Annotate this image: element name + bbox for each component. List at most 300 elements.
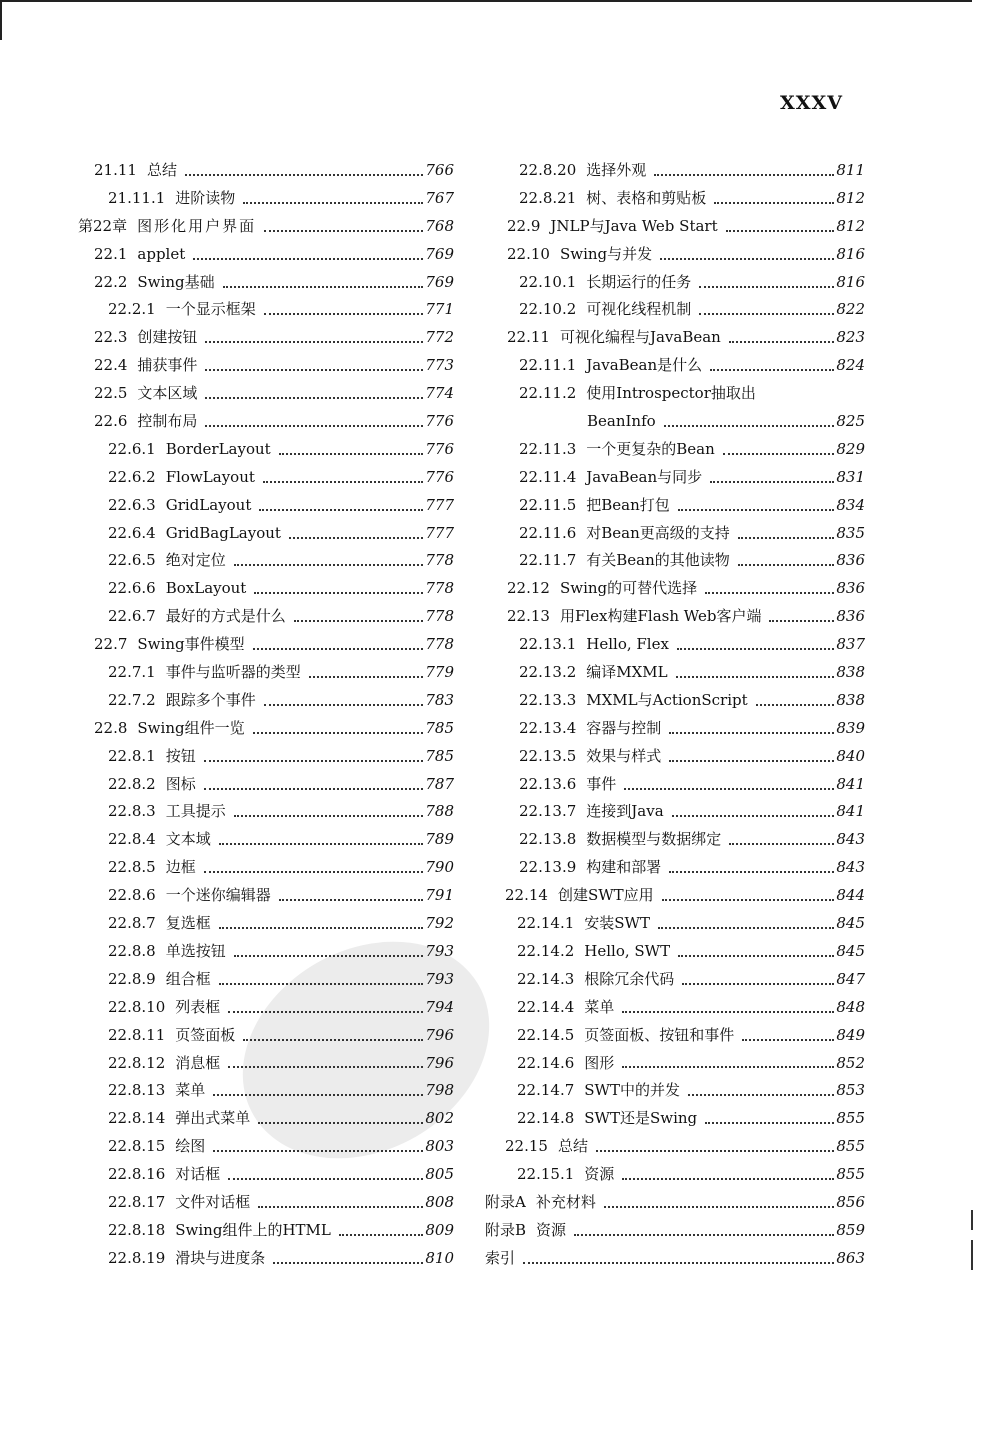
toc-entry-title: 事件与监听器的类型 — [165, 663, 301, 682]
toc-dot-leader — [228, 1178, 423, 1180]
toc-entry-title: 页签面板 — [175, 1025, 236, 1044]
toc-dot-leader — [596, 1150, 834, 1152]
toc-entry — [485, 882, 865, 910]
toc-entry-number: 22.8.4 — [108, 830, 156, 849]
toc-entry-number: 22.2.1 — [108, 300, 156, 319]
toc-entry-title: 资源 — [536, 1220, 567, 1239]
toc-entry-page: 785 — [425, 718, 454, 737]
toc-dot-leader — [339, 1234, 424, 1236]
toc-entry-title: 绝对定位 — [165, 551, 226, 570]
toc-entry-page: 776 — [425, 439, 454, 458]
toc-entry-page: 778 — [425, 607, 454, 626]
toc-dot-leader — [699, 286, 834, 288]
toc-entry-page: 845 — [836, 914, 865, 933]
toc-dot-leader — [723, 453, 835, 455]
toc-dot-leader — [243, 202, 423, 204]
toc-entry-page: 824 — [836, 356, 865, 375]
toc-entry-title: 可视化线程机制 — [586, 300, 692, 319]
toc-entry-title: 捕获事件 — [137, 356, 198, 375]
toc-entry-page: 773 — [425, 356, 454, 375]
toc-entry-number: 22.8.9 — [108, 969, 156, 988]
toc-entry-number: 22.8.5 — [108, 858, 156, 877]
toc-entry-number: 22.8.7 — [108, 914, 156, 933]
toc-entry — [485, 966, 865, 994]
toc-entry-number: 22.14.8 — [517, 1109, 575, 1128]
toc-entry — [78, 464, 454, 492]
toc-entry-number: 22.8.3 — [108, 802, 156, 821]
left-rule — [0, 0, 2, 40]
toc-entry — [78, 296, 454, 324]
toc-entry-title: 一个更复杂的Bean — [586, 439, 715, 458]
toc-entry-page: 849 — [836, 1025, 865, 1044]
margin-mark — [971, 1240, 973, 1270]
toc-entry-number: 22.8.16 — [108, 1165, 166, 1184]
toc-dot-leader — [710, 481, 834, 483]
toc-entry-page: 835 — [836, 523, 865, 542]
toc-dot-leader — [682, 983, 834, 985]
toc-entry-page: 822 — [836, 300, 865, 319]
toc-dot-leader — [205, 397, 423, 399]
toc-entry-page: 843 — [836, 830, 865, 849]
toc-dot-leader — [677, 648, 834, 650]
toc-entry-title: 编译MXML — [586, 663, 668, 682]
toc-entry-page: 838 — [836, 663, 865, 682]
toc-dot-leader — [228, 1066, 423, 1068]
toc-entry — [485, 994, 865, 1022]
toc-entry — [78, 436, 454, 464]
toc-entry — [78, 408, 454, 436]
toc-entry-title: Swing组件一览 — [137, 718, 245, 737]
toc-dot-leader — [185, 174, 423, 176]
toc-entry — [485, 798, 865, 826]
toc-entry-page: 796 — [425, 1053, 454, 1072]
toc-entry-page: 848 — [836, 997, 865, 1016]
toc-entry-page: 768 — [425, 216, 454, 235]
toc-entry-number: 22.10 — [507, 244, 550, 263]
toc-entry-page: 789 — [425, 830, 454, 849]
toc-entry-title: 连接到Java — [586, 802, 664, 821]
toc-entry-page: 776 — [425, 467, 454, 486]
toc-entry-number: 22.11.6 — [519, 523, 577, 542]
toc-entry-page: 809 — [425, 1220, 454, 1239]
toc-entry-title: BorderLayout — [165, 439, 271, 458]
toc-dot-leader — [729, 843, 834, 845]
toc-entry — [485, 631, 865, 659]
toc-entry-title: 图形化用户界面 — [137, 216, 257, 235]
toc-entry-page: 847 — [836, 969, 865, 988]
toc-entry-number: 22.6.1 — [108, 439, 156, 458]
toc-entry-number: 22.13.7 — [519, 802, 577, 821]
toc-entry-number: 22.8.2 — [108, 774, 156, 793]
toc-entry-number: 22.7.2 — [108, 690, 156, 709]
toc-entry — [78, 910, 454, 938]
toc-entry-page: 779 — [425, 663, 454, 682]
toc-dot-leader — [243, 1039, 423, 1041]
toc-entry-title: 弹出式菜单 — [175, 1109, 251, 1128]
toc-entry-number: 22.6.5 — [108, 551, 156, 570]
toc-entry-number: 22.13 — [507, 607, 550, 626]
toc-entry-title: 一个显示框架 — [165, 300, 256, 319]
toc-entry-page: 838 — [836, 690, 865, 709]
toc-entry-page: 811 — [836, 161, 865, 179]
toc-entry-number: 第22章 — [78, 216, 128, 235]
toc-entry-page: 791 — [425, 886, 454, 905]
toc-entry — [485, 1077, 865, 1105]
toc-entry-title: Swing的可替代选择 — [559, 579, 698, 598]
toc-entry-number: 22.8.20 — [519, 161, 577, 179]
toc-entry-page: 777 — [425, 495, 454, 514]
margin-mark — [971, 1210, 973, 1230]
toc-entry-title: 按钮 — [165, 746, 196, 765]
toc-entry — [485, 1105, 865, 1133]
toc-entry-number: 22.14.1 — [517, 914, 575, 933]
toc-entry-page: 788 — [425, 802, 454, 821]
toc-entry-title: SWT还是Swing — [584, 1109, 698, 1128]
toc-entry-title: 效果与样式 — [586, 746, 662, 765]
toc-entry-page: 772 — [425, 328, 454, 347]
toc-dot-leader — [253, 648, 424, 650]
toc-dot-leader — [738, 537, 835, 539]
toc-entry-number: 21.11 — [94, 161, 137, 179]
toc-entry — [485, 520, 865, 548]
toc-entry-title: 组合框 — [165, 969, 211, 988]
toc-entry-number: 22.8.10 — [108, 997, 166, 1016]
toc-entry-number: 22.8.17 — [108, 1192, 166, 1211]
toc-entry-page: 823 — [836, 328, 865, 347]
toc-entry-title: Swing基础 — [137, 272, 215, 291]
toc-entry-page: 778 — [425, 635, 454, 654]
toc-entry — [485, 659, 865, 687]
toc-entry-title: Hello, Flex — [586, 635, 669, 654]
toc-entry-number: 22.8.6 — [108, 886, 156, 905]
toc-entry — [485, 603, 865, 631]
toc-dot-leader — [234, 955, 424, 957]
toc-entry — [485, 213, 865, 241]
toc-entry-number: 22.10.2 — [519, 300, 577, 319]
toc-entry — [78, 1161, 454, 1189]
toc-dot-leader — [204, 871, 424, 873]
toc-dot-leader — [279, 453, 424, 455]
toc-entry-number: 22.11.7 — [519, 551, 577, 570]
toc-dot-leader — [729, 341, 835, 343]
toc-dot-leader — [714, 202, 834, 204]
toc-entry — [78, 575, 454, 603]
toc-dot-leader — [213, 1150, 423, 1152]
toc-entry-page: 769 — [425, 272, 454, 291]
toc-entry-title: Hello, SWT — [584, 941, 671, 960]
toc-entry-number: 22.6.4 — [108, 523, 156, 542]
toc-entry-page: 769 — [425, 244, 454, 263]
toc-entry-page: 805 — [425, 1165, 454, 1184]
toc-entry-title: 复选框 — [165, 914, 211, 933]
toc-entry-title: 长期运行的任务 — [586, 272, 692, 291]
toc-dot-leader — [676, 676, 835, 678]
toc-dot-leader — [193, 258, 423, 260]
toc-entry-page: 778 — [425, 579, 454, 598]
toc-entry-title: 菜单 — [584, 997, 615, 1016]
toc-dot-leader — [669, 732, 834, 734]
toc-entry-number: 22.5 — [94, 384, 128, 403]
toc-entry-number: 22.6.7 — [108, 607, 156, 626]
toc-entry-page: 839 — [836, 718, 865, 737]
toc-entry-number: 22.8.1 — [108, 746, 156, 765]
toc-entry-title: JNLP与Java Web Start — [550, 216, 718, 235]
toc-entry-page: 859 — [836, 1220, 865, 1239]
toc-entry-page: 816 — [836, 272, 865, 291]
toc-entry-number: 22.8.19 — [108, 1248, 166, 1267]
toc-entry — [78, 771, 454, 799]
toc-entry-number: 22.10.1 — [519, 272, 577, 291]
toc-entry-number: 22.14.3 — [517, 969, 575, 988]
toc-entry — [78, 1050, 454, 1078]
toc-entry-title: 创建SWT应用 — [557, 886, 654, 905]
toc-entry-title: 跟踪多个事件 — [165, 690, 256, 709]
toc-dot-leader — [705, 592, 834, 594]
toc-dot-leader — [769, 620, 834, 622]
toc-entry-page: 863 — [836, 1248, 865, 1267]
toc-entry — [78, 1077, 454, 1105]
toc-entry-page: 816 — [836, 244, 865, 263]
toc-entry-number: 22.14 — [505, 886, 548, 905]
toc-entry — [78, 213, 454, 241]
toc-entry-page: 793 — [425, 941, 454, 960]
toc-entry — [78, 603, 454, 631]
toc-entry-page: 808 — [425, 1192, 454, 1211]
toc-entry-title: Swing组件上的HTML — [175, 1220, 331, 1239]
toc-entry-title: 容器与控制 — [586, 718, 662, 737]
toc-entry — [485, 1050, 865, 1078]
toc-dot-leader — [622, 1066, 834, 1068]
toc-entry-number: 22.9 — [507, 216, 541, 235]
toc-dot-leader — [213, 1094, 423, 1096]
toc-dot-leader — [669, 871, 834, 873]
toc-dot-leader — [205, 425, 423, 427]
toc-dot-leader — [279, 899, 424, 901]
toc-dot-leader — [264, 704, 424, 706]
toc-dot-leader — [622, 1178, 834, 1180]
toc-entry — [78, 1105, 454, 1133]
toc-entry — [78, 966, 454, 994]
toc-dot-leader — [289, 537, 423, 539]
toc-entry — [78, 659, 454, 687]
toc-entry — [485, 464, 865, 492]
toc-dot-leader — [228, 1011, 423, 1013]
toc-entry — [485, 296, 865, 324]
toc-dot-leader — [264, 313, 424, 315]
toc-entry — [78, 1217, 454, 1245]
toc-entry-number: 22.13.2 — [519, 663, 577, 682]
toc-entry-title: FlowLayout — [165, 467, 255, 486]
toc-dot-leader — [294, 620, 424, 622]
toc-entry-page: 766 — [425, 161, 454, 179]
toc-entry-title: BoxLayout — [165, 579, 247, 598]
toc-entry-title: 边框 — [165, 858, 196, 877]
toc-entry-title: SWT中的并发 — [584, 1081, 680, 1100]
toc-entry — [78, 854, 454, 882]
toc-entry-page: 767 — [425, 188, 454, 207]
toc-entry-page: 840 — [836, 746, 865, 765]
toc-entry-title: 页签面板、按钮和事件 — [584, 1025, 735, 1044]
toc-entry-number: 22.1 — [94, 244, 128, 263]
toc-entry-page: 841 — [836, 802, 865, 821]
toc-entry-number: 22.11.4 — [519, 467, 577, 486]
toc-dot-leader — [705, 1122, 834, 1124]
toc-entry-page: 855 — [836, 1109, 865, 1128]
toc-entry-number: 22.14.4 — [517, 997, 575, 1016]
toc-entry — [485, 492, 865, 520]
toc-entry — [78, 743, 454, 771]
toc-entry — [485, 380, 865, 408]
toc-dot-leader — [263, 481, 423, 483]
toc-dot-leader — [699, 313, 834, 315]
toc-dot-leader — [756, 704, 835, 706]
toc-dot-leader — [219, 983, 424, 985]
toc-entry-title: 图标 — [165, 774, 196, 793]
toc-entry-number: 22.6.3 — [108, 495, 156, 514]
toc-dot-leader — [738, 564, 835, 566]
toc-entry-number: 22.11.1 — [519, 356, 577, 375]
toc-entry — [78, 938, 454, 966]
toc-entry — [485, 687, 865, 715]
toc-entry — [78, 994, 454, 1022]
toc-entry-page: 802 — [425, 1109, 454, 1128]
toc-entry-page: 810 — [425, 1248, 454, 1267]
toc-entry-title: 使用Introspector抽取出 — [586, 384, 756, 403]
toc-entry — [78, 715, 454, 743]
toc-dot-leader — [253, 732, 424, 734]
top-rule — [0, 0, 972, 2]
toc-entry-page: 825 — [836, 412, 865, 431]
toc-entry-number: 22.13.6 — [519, 774, 577, 793]
toc-dot-leader — [219, 927, 424, 929]
toc-entry-number: 22.11.2 — [519, 384, 577, 403]
toc-entry-page: 829 — [836, 439, 865, 458]
toc-entry — [78, 687, 454, 715]
toc-entry-title: 数据模型与数据绑定 — [586, 830, 722, 849]
toc-entry — [78, 157, 454, 185]
toc-entry — [485, 910, 865, 938]
toc-dot-leader — [742, 1039, 834, 1041]
toc-left-column — [78, 157, 454, 1273]
toc-entry — [78, 1022, 454, 1050]
toc-dot-leader — [234, 564, 424, 566]
toc-dot-leader — [664, 425, 835, 427]
toc-dot-leader — [309, 676, 424, 678]
toc-dot-leader — [710, 369, 834, 371]
toc-entry-number: 22.6.6 — [108, 579, 156, 598]
toc-entry-title: Swing事件模型 — [137, 635, 245, 654]
toc-entry-title: 树、表格和剪贴板 — [586, 188, 707, 207]
toc-entry-number: 22.14.2 — [517, 941, 575, 960]
toc-entry-page: 852 — [836, 1053, 865, 1072]
toc-entry — [485, 185, 865, 213]
toc-dot-leader — [688, 1094, 834, 1096]
toc-entry — [485, 1245, 865, 1273]
toc-entry-number: 22.8.21 — [519, 188, 577, 207]
toc-dot-leader — [205, 369, 423, 371]
toc-entry-title: 文本域 — [165, 830, 211, 849]
toc-entry-title: 总结 — [557, 1137, 588, 1156]
toc-entry-title: 选择外观 — [586, 161, 647, 179]
toc-dot-leader — [658, 927, 834, 929]
toc-entry-number: 22.15 — [505, 1137, 548, 1156]
toc-entry — [78, 269, 454, 297]
toc-dot-leader — [678, 955, 834, 957]
toc-entry-page: 855 — [836, 1137, 865, 1156]
toc-entry-title: 安装SWT — [584, 914, 650, 933]
toc-entry-number: 22.15.1 — [517, 1165, 575, 1184]
toc-entry-title: JavaBean与同步 — [586, 467, 703, 486]
toc-entry — [78, 241, 454, 269]
toc-entry-number: 22.11 — [507, 328, 550, 347]
toc-entry — [485, 157, 865, 185]
toc-dot-leader — [258, 1122, 423, 1124]
toc-entry — [485, 771, 865, 799]
toc-dot-leader — [654, 174, 834, 176]
toc-entry-number: 22.13.8 — [519, 830, 577, 849]
toc-entry — [78, 547, 454, 575]
toc-dot-leader — [258, 1206, 423, 1208]
toc-entry-number: 22.13.3 — [519, 690, 577, 709]
toc-entry-title: 文本区域 — [137, 384, 198, 403]
toc-entry-number: 22.13.5 — [519, 746, 577, 765]
toc-dot-leader — [523, 1262, 834, 1264]
toc-entry — [485, 854, 865, 882]
toc-entry-page: 798 — [425, 1081, 454, 1100]
toc-entry-title: 绘图 — [175, 1137, 206, 1156]
toc-entry-title: 事件 — [586, 774, 617, 793]
toc-entry-title: applet — [137, 244, 186, 263]
toc-entry-page: 790 — [425, 858, 454, 877]
toc-entry-title: GridBagLayout — [165, 523, 281, 542]
toc-entry-title: 对Bean更高级的支持 — [586, 523, 730, 542]
toc-entry — [78, 492, 454, 520]
toc-entry-page: 856 — [836, 1192, 865, 1211]
toc-entry-page: 787 — [425, 774, 454, 793]
toc-dot-leader — [726, 230, 835, 232]
toc-entry — [485, 408, 865, 436]
toc-entry-page: 843 — [836, 858, 865, 877]
toc-entry-number: 22.14.6 — [517, 1053, 575, 1072]
toc-entry-number: 22.2 — [94, 272, 128, 291]
toc-entry-page: 834 — [836, 495, 865, 514]
toc-entry-number: 22.13.4 — [519, 718, 577, 737]
toc-entry-title: 图形 — [584, 1053, 615, 1072]
toc-entry-page: 771 — [425, 300, 454, 319]
toc-entry — [485, 1217, 865, 1245]
toc-entry-number: 22.6.2 — [108, 467, 156, 486]
toc-entry-page: 783 — [425, 690, 454, 709]
toc-entry-number: 附录A — [485, 1192, 526, 1211]
toc-entry-page: 776 — [425, 412, 454, 431]
toc-dot-leader — [574, 1234, 834, 1236]
toc-entry-title: 最好的方式是什么 — [165, 607, 286, 626]
toc-right-column — [485, 157, 865, 1273]
toc-entry — [485, 1022, 865, 1050]
page-number: XXXV — [780, 92, 843, 114]
toc-entry-title: 构建和部署 — [586, 858, 662, 877]
toc-dot-leader — [672, 815, 835, 817]
toc-entry-title: 单选按钮 — [165, 941, 226, 960]
toc-entry — [78, 185, 454, 213]
toc-entry-number: 22.3 — [94, 328, 128, 347]
toc-entry-number: 22.8.12 — [108, 1053, 166, 1072]
toc-entry-number: 22.8.13 — [108, 1081, 166, 1100]
toc-dot-leader — [204, 788, 424, 790]
toc-entry-title: 列表框 — [175, 997, 221, 1016]
toc-dot-leader — [223, 286, 424, 288]
toc-entry-number: 22.8 — [94, 718, 128, 737]
